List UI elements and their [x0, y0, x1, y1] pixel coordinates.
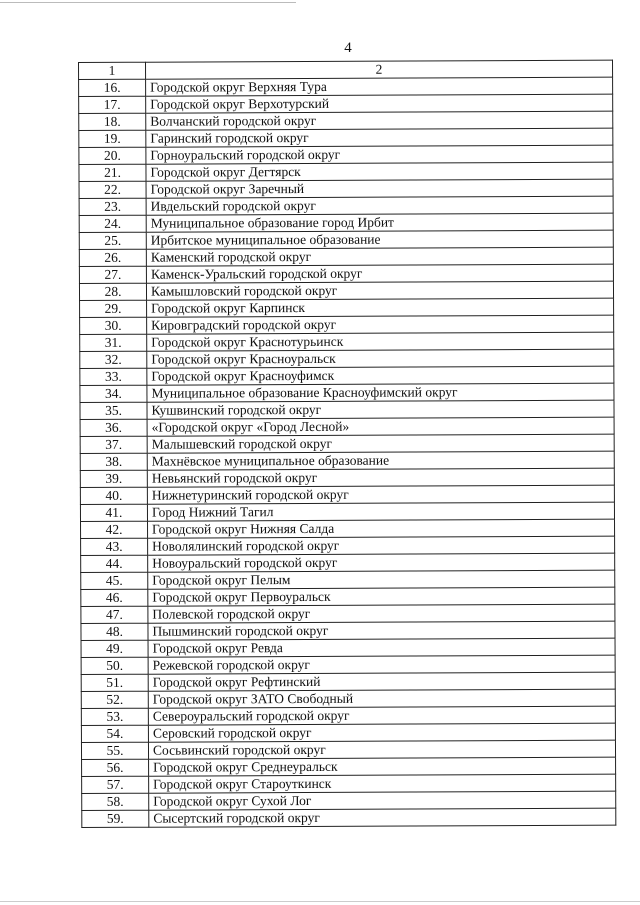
top-scan-edge [0, 2, 296, 3]
row-number-cell: 53. [81, 708, 148, 725]
municipality-name-cell: Городской округ Верхняя Тура [146, 77, 613, 96]
row-number-cell: 46. [81, 589, 148, 606]
table-body [79, 60, 616, 827]
municipality-name-cell: Сосьвинский городской округ [148, 740, 615, 759]
row-number-cell: 35. [80, 402, 147, 419]
municipality-name-cell: Городской округ ЗАТО Свободный [148, 689, 615, 708]
municipality-name-cell: Городской округ Красноуфимск [147, 366, 614, 385]
row-number-cell: 18. [79, 113, 146, 130]
municipality-name-cell: Режевской городской округ [148, 655, 615, 674]
column-header-number: 1 [79, 62, 146, 79]
bottom-scan-edge [0, 901, 640, 902]
municipality-name-cell: Городской округ Карпинск [147, 298, 614, 317]
municipality-name-cell: Муниципальное образование Красноуфимский округ [147, 383, 614, 402]
row-number-cell: 51. [81, 674, 148, 691]
row-number-cell: 39. [80, 470, 147, 487]
row-number-cell: 20. [79, 147, 146, 164]
municipality-name-cell: Пышминский городской округ [148, 621, 615, 640]
row-number-cell: 24. [79, 215, 146, 232]
municipality-name-cell: Городской округ Красноуральск [147, 349, 614, 368]
row-number-cell: 57. [82, 776, 149, 793]
municipality-name-cell: Камышловский городской округ [146, 281, 613, 300]
row-number-cell: 27. [79, 266, 146, 283]
row-number-cell: 33. [80, 368, 147, 385]
municipality-name-cell: Городской округ Ревда [148, 638, 615, 657]
municipality-name-cell: Городской округ Староуткинск [149, 774, 616, 793]
column-header-name: 2 [146, 60, 613, 79]
row-number-cell: 47. [81, 606, 148, 623]
row-number-cell: 52. [81, 691, 148, 708]
row-number-cell: 25. [79, 232, 146, 249]
municipalities-table [78, 60, 616, 828]
municipality-name-cell: Городской округ Рефтинский [148, 672, 615, 691]
row-number-cell: 36. [80, 419, 147, 436]
municipality-name-cell: Муниципальное образование город Ирбит [146, 213, 613, 232]
municipality-name-cell: Невьянский городской округ [147, 468, 614, 487]
row-number-cell: 58. [82, 793, 149, 810]
row-number-cell: 59. [82, 810, 149, 827]
municipality-name-cell: Новолялинский городской округ [148, 536, 615, 555]
row-number-cell: 40. [80, 487, 147, 504]
row-number-cell: 21. [79, 164, 146, 181]
row-number-cell: 56. [82, 759, 149, 776]
row-number-cell: 43. [81, 538, 148, 555]
municipality-name-cell: Городской округ Среднеуральск [149, 757, 616, 776]
municipality-name-cell: Серовский городской округ [148, 723, 615, 742]
municipality-name-cell: Новоуральский городской округ [148, 553, 615, 572]
municipality-name-cell: Городской округ Дегтярск [146, 162, 613, 181]
row-number-cell: 32. [80, 351, 147, 368]
municipality-name-cell: Городской округ Первоуральск [148, 587, 615, 606]
page-number: 4 [344, 40, 352, 56]
municipality-name-cell: Городской округ Заречный [146, 179, 613, 198]
municipality-name-cell: Горноуральский городской округ [146, 145, 613, 164]
row-number-cell: 55. [81, 742, 148, 759]
row-number-cell: 23. [79, 198, 146, 215]
municipality-name-cell: Махнёвское муниципальное образование [147, 451, 614, 470]
municipality-name-cell: «Городской округ «Город Лесной» [147, 417, 614, 436]
row-number-cell: 54. [81, 725, 148, 742]
municipality-name-cell: Городской округ Верхотурский [146, 94, 613, 113]
municipality-name-cell: Ивдельский городской округ [146, 196, 613, 215]
municipality-name-cell: Городской округ Краснотурьинск [147, 332, 614, 351]
municipality-name-cell: Город Нижний Тагил [147, 502, 614, 521]
row-number-cell: 28. [79, 283, 146, 300]
row-number-cell: 16. [79, 79, 146, 96]
municipality-name-cell: Малышевский городской округ [147, 434, 614, 453]
municipality-name-cell: Полевской городской округ [148, 604, 615, 623]
row-number-cell: 19. [79, 130, 146, 147]
municipality-name-cell: Сысертский городской округ [149, 808, 616, 827]
row-number-cell: 37. [80, 436, 147, 453]
row-number-cell: 48. [81, 623, 148, 640]
row-number-cell: 45. [81, 572, 148, 589]
municipality-name-cell: Нижнетуринский городской округ [147, 485, 614, 504]
row-number-cell: 31. [80, 334, 147, 351]
municipality-name-cell: Североуральский городской округ [148, 706, 615, 725]
row-number-cell: 26. [79, 249, 146, 266]
municipality-name-cell: Кушвинский городской округ [147, 400, 614, 419]
row-number-cell: 30. [80, 317, 147, 334]
row-number-cell: 22. [79, 181, 146, 198]
municipality-name-cell: Кировградский городской округ [147, 315, 614, 334]
municipality-name-cell: Волчанский городской округ [146, 111, 613, 130]
municipality-name-cell: Ирбитское муниципальное образование [146, 230, 613, 249]
municipality-name-cell: Гаринский городской округ [146, 128, 613, 147]
row-number-cell: 50. [81, 657, 148, 674]
municipality-name-cell: Каменский городской округ [146, 247, 613, 266]
row-number-cell: 38. [80, 453, 147, 470]
row-number-cell: 41. [80, 504, 147, 521]
row-number-cell: 17. [79, 96, 146, 113]
municipality-name-cell: Городской округ Пелым [148, 570, 615, 589]
table-row [82, 808, 616, 827]
municipality-name-cell: Городской округ Сухой Лог [149, 791, 616, 810]
row-number-cell: 49. [81, 640, 148, 657]
municipality-name-cell: Городской округ Нижняя Салда [148, 519, 615, 538]
municipality-name-cell: Каменск-Уральский городской округ [146, 264, 613, 283]
row-number-cell: 44. [81, 555, 148, 572]
row-number-cell: 29. [80, 300, 147, 317]
row-number-cell: 42. [81, 521, 148, 538]
row-number-cell: 34. [80, 385, 147, 402]
